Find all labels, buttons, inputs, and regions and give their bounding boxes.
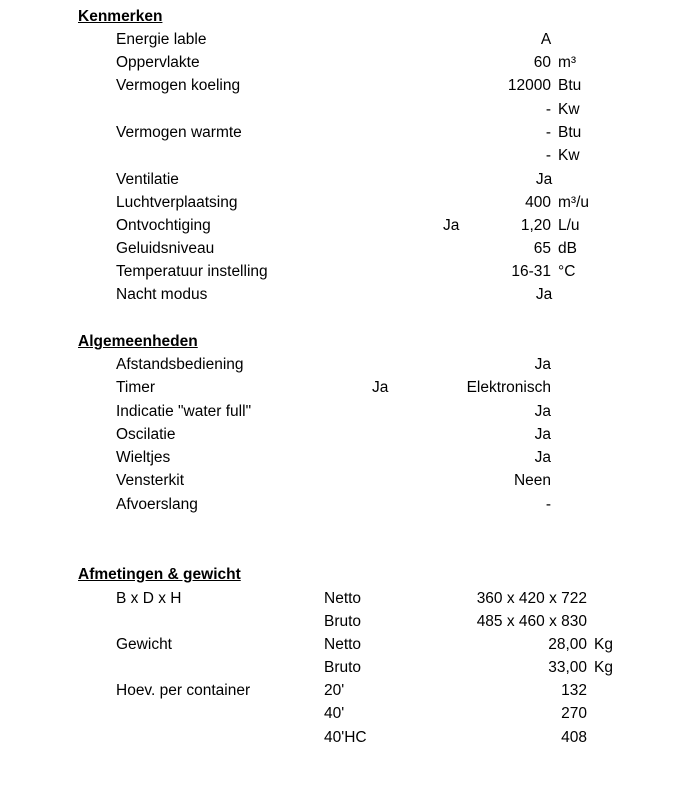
spec-value: Ja xyxy=(534,356,551,373)
spec-sub: Bruto xyxy=(324,659,362,676)
spec-label: Oscilatie xyxy=(116,426,176,443)
spec-label: Timer xyxy=(116,379,156,396)
spec-value: 65 xyxy=(533,240,551,257)
section-title-kenmerken: Kenmerken xyxy=(78,8,163,25)
spec-label: Vermogen koeling xyxy=(116,77,241,94)
spec-value: - xyxy=(545,101,551,118)
spec-label: Ventilatie xyxy=(116,171,179,188)
spec-label: Luchtverplaatsing xyxy=(116,194,238,211)
spec-value: Neen xyxy=(513,472,551,489)
spec-label: Nacht modus xyxy=(116,286,208,303)
spec-unit: Kg xyxy=(594,659,613,676)
spec-value: Ja xyxy=(535,286,553,303)
spec-value: 408 xyxy=(561,729,587,746)
spec-value: A xyxy=(540,31,552,48)
spec-label: Geluidsniveau xyxy=(116,240,215,257)
spec-value: 1,20 xyxy=(520,217,551,234)
spec-value: Elektronisch xyxy=(466,379,551,396)
spec-sub: Bruto xyxy=(324,613,362,630)
spec-unit: Kg xyxy=(594,636,613,653)
spec-sub: 20' xyxy=(324,682,345,699)
spec-value: 400 xyxy=(525,194,551,211)
spec-unit: °C xyxy=(558,263,576,280)
spec-value: Ja xyxy=(535,171,553,188)
spec-value: - xyxy=(545,147,551,164)
spec-value: 33,00 xyxy=(548,659,587,676)
spec-label: Indicatie "water full" xyxy=(116,403,252,420)
spec-label: Energie lable xyxy=(116,31,207,48)
spec-unit: Btu xyxy=(558,124,582,141)
spec-unit: dB xyxy=(558,240,577,257)
spec-unit: Btu xyxy=(558,77,582,94)
spec-unit: m³ xyxy=(558,54,577,71)
spec-label: Wieltjes xyxy=(116,449,171,466)
spec-value: Ja xyxy=(534,449,551,466)
spec-label: Afvoerslang xyxy=(116,496,198,513)
spec-unit: Kw xyxy=(558,147,580,164)
spec-value: 360 x 420 x 722 xyxy=(476,590,587,607)
spec-value: - xyxy=(545,124,551,141)
spec-label: Temperatuur instelling xyxy=(116,263,268,280)
spec-label: Vensterkit xyxy=(116,472,185,489)
spec-value: 60 xyxy=(533,54,551,71)
spec-label: Hoev. per container xyxy=(116,682,251,699)
spec-unit: L/u xyxy=(558,217,580,234)
spec-unit: Kw xyxy=(558,101,580,118)
spec-label: Gewicht xyxy=(116,636,172,653)
spec-label: Vermogen warmte xyxy=(116,124,242,141)
spec-value: Ja xyxy=(534,426,551,443)
spec-value: Ja xyxy=(534,403,551,420)
spec-sub: 40' xyxy=(324,705,345,722)
spec-sub: Netto xyxy=(324,636,362,653)
spec-extra: Ja xyxy=(443,217,460,234)
spec-sub: 40'HC xyxy=(324,729,367,746)
section-title-algemeenheden: Algemeenheden xyxy=(78,333,198,350)
spec-label: Afstandsbediening xyxy=(116,356,244,373)
spec-value: 132 xyxy=(561,682,587,699)
spec-label: B x D x H xyxy=(116,590,182,607)
spec-sub: Netto xyxy=(324,590,362,607)
spec-extra: Ja xyxy=(372,379,389,396)
spec-label: Ontvochtiging xyxy=(116,217,211,234)
spec-value: 12000 xyxy=(507,77,551,94)
spec-value: 270 xyxy=(561,705,587,722)
spec-value: 485 x 460 x 830 xyxy=(476,613,587,630)
spec-unit: m³/u xyxy=(558,194,589,211)
spec-value: 16-31 xyxy=(511,263,551,280)
spec-value: - xyxy=(545,496,551,513)
spec-value: 28,00 xyxy=(548,636,587,653)
section-title-afmetingen: Afmetingen & gewicht xyxy=(78,566,241,583)
spec-label: Oppervlakte xyxy=(116,54,200,71)
